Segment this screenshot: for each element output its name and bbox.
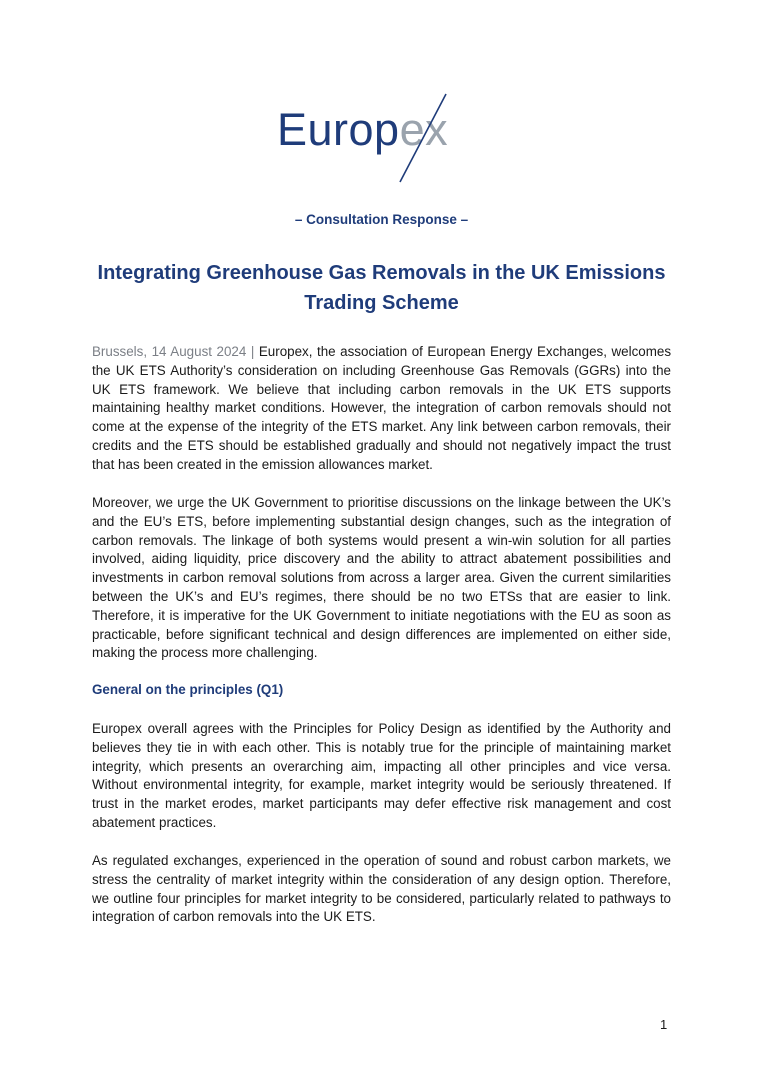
logo-slash-icon <box>270 88 495 188</box>
document-title: Integrating Greenhouse Gas Removals in the UK Emissions Trading Scheme <box>97 262 666 314</box>
document-subtitle: – Consultation Response – <box>294 212 469 227</box>
page-number: 1 <box>660 1017 668 1032</box>
europex-logo <box>270 88 495 188</box>
logo-text-primary: Europ <box>277 104 400 155</box>
principles-paragraph: Europex overall agrees with the Principles for Policy Design as identified by the Authority and believes they tie in with each other. This is notably true for the principle of maintaining market integrity, which presents an overarching aim, impacting all other principles and vice versa. Without environmental integrity, for example, market integrity would be seriously threatened. If trust in the market erodes, market participants may defer effective risk management and cost abatement practices. <box>92 721 671 830</box>
intro-paragraph-text: Europex, the association of European Energy Exchanges, welcomes the UK ETS Authority’s consideration on including Greenhouse Gas Removals (GGRs) into the UK ETS framework. We believe that including carbon removals in the UK ETS supports maintaining healthy market conditions. However, the integration of carbon removals should not come at the expense of the integrity of the ETS market. Any link between carbon removals, their credits and the ETS should be established gradually and should not negatively impact the trust that has been created in the emission allowances market. <box>92 344 672 472</box>
intro-paragraph <box>92 343 671 475</box>
dateline: Brussels, 14 August 2024 | <box>92 344 259 359</box>
logo-text-secondary: ex <box>399 104 449 155</box>
section-heading-principles: General on the principles (Q1) <box>92 682 284 697</box>
market-integrity-paragraph: As regulated exchanges, experienced in the operation of sound and robust carbon markets, we stress the centrality of market integrity within the consideration of any design option. Therefore, we outline four principles for market integrity to be considered, particularly related to pathways to integration of carbon removals into the UK ETS. <box>92 853 671 925</box>
linkage-paragraph: Moreover, we urge the UK Government to prioritise discussions on the linkage between the UK’s and the EU’s ETS, before implementing substantial design changes, such as the integration of carbon removals. The linkage of both systems would present a win-win solution for all parties involved, aiding liquidity, price discovery and the ability to attract abatement possibilities and investments in carbon removal solutions from across a larger area. Given the current similarities between the UK’s and EU’s regimes, there should be no two ETSs that are easier to link. Therefore, it is imperative for the UK Government to initiate negotiations with the EU as soon as practicable, before significant technical and design differences are implemented on either side, making the process more challenging. <box>92 495 671 661</box>
